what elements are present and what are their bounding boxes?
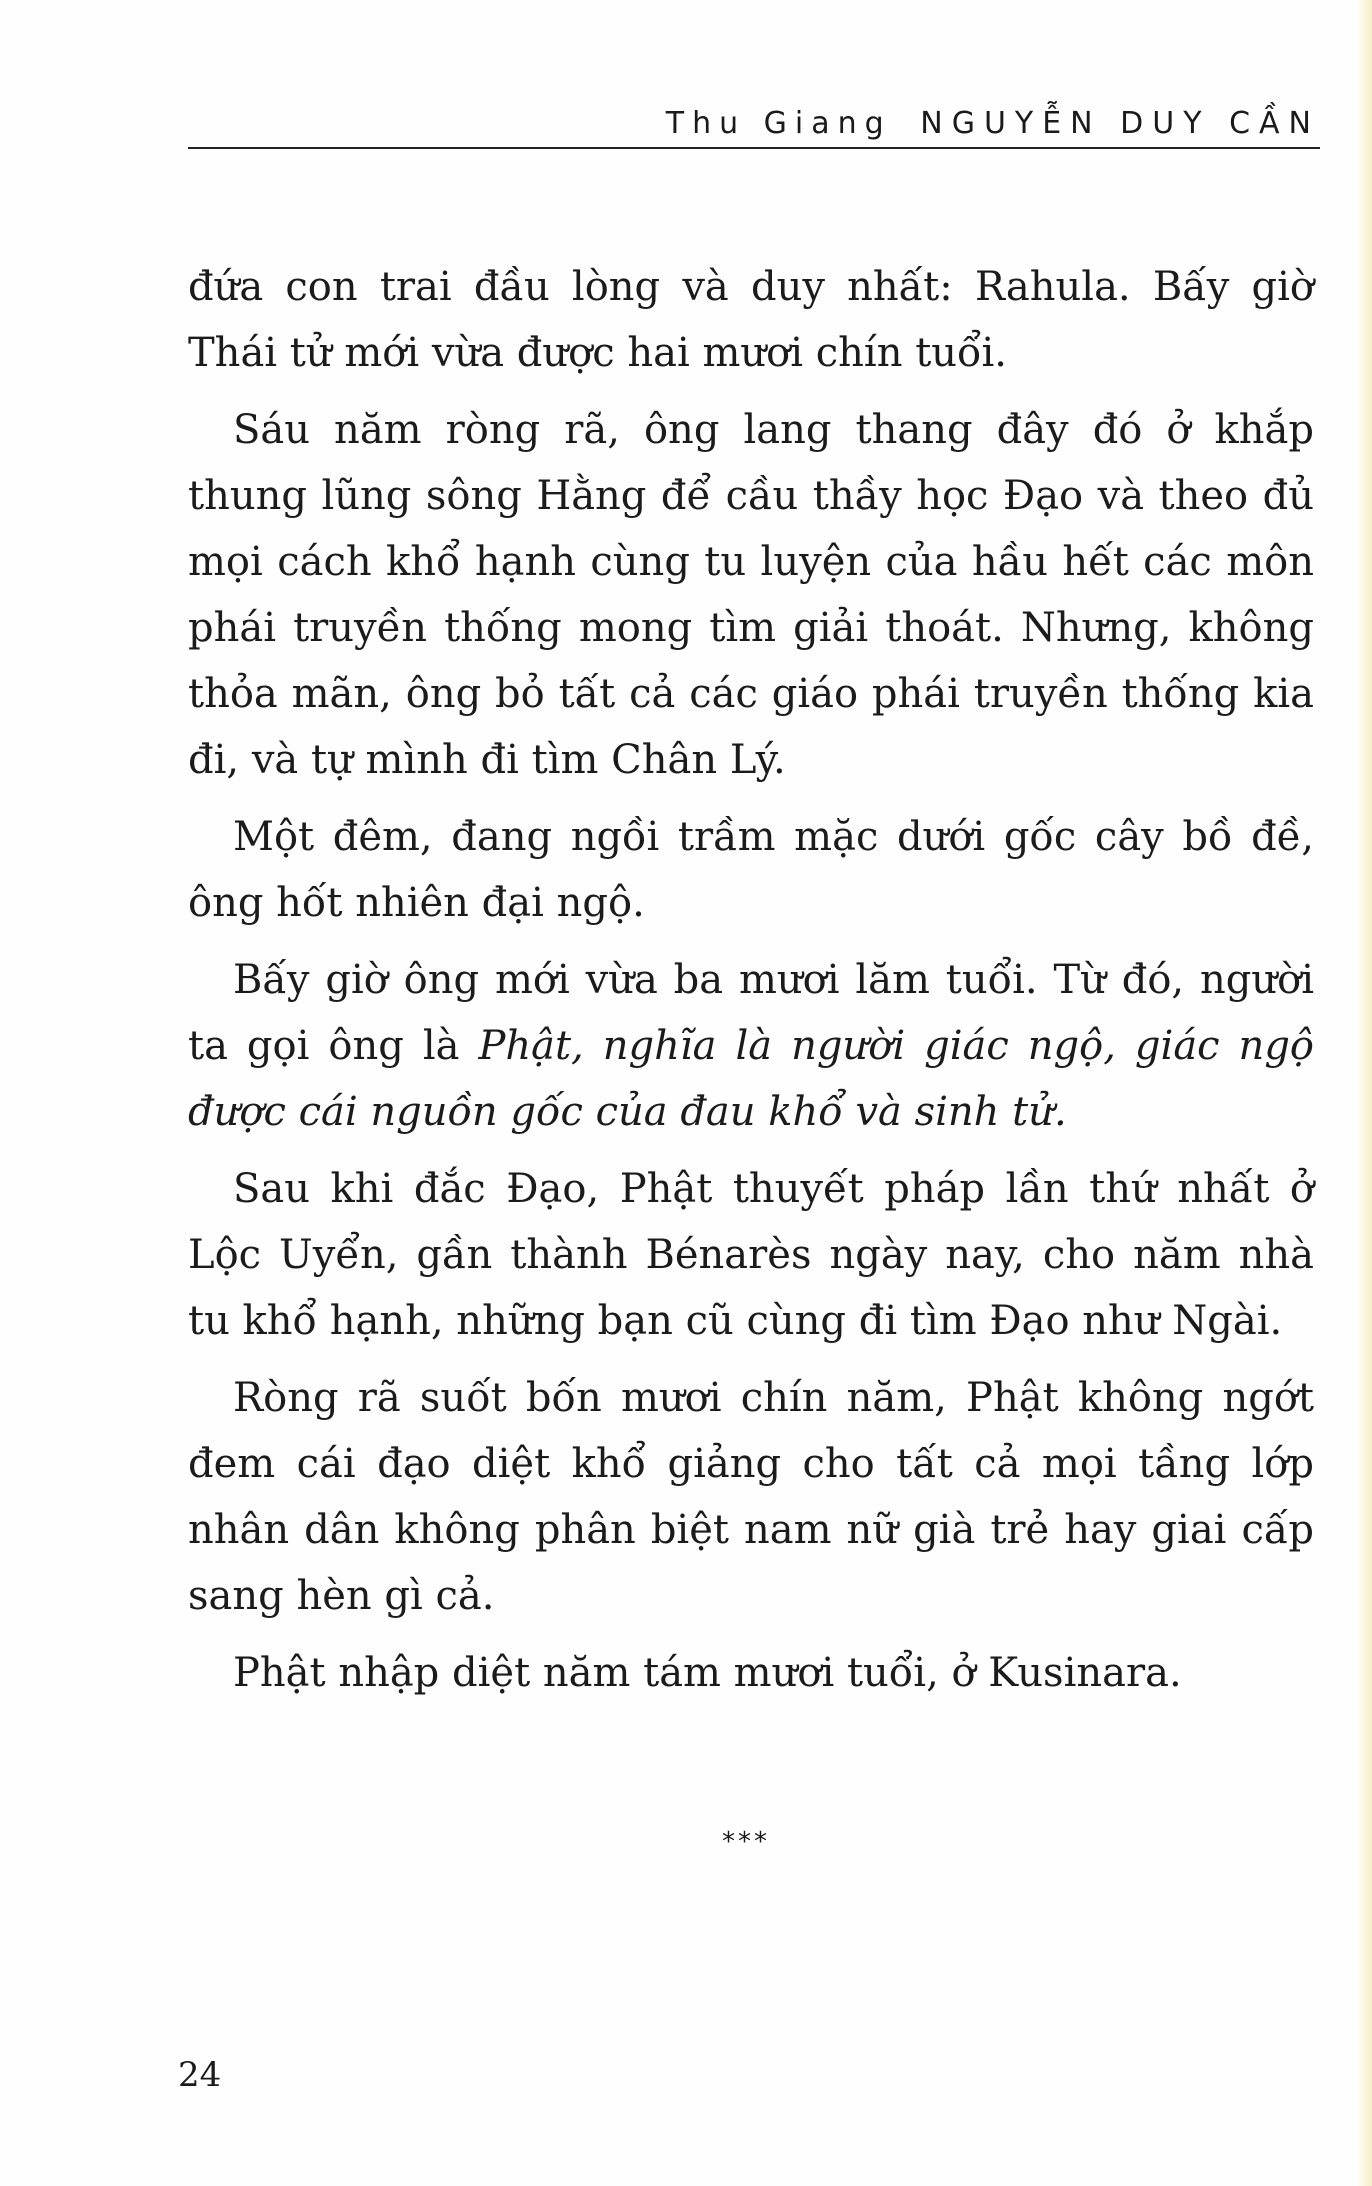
page-edge-tint xyxy=(1356,0,1372,2186)
paragraph: Sau khi đắc Đạo, Phật thuyết pháp lần thứ nhất ở Lộc Uyển, gần thành Bénarès ngày nay, cho năm nhà tu khổ hạnh, những bạn cũ cùng đi tìm Đạo như Ngài. xyxy=(188,1166,1314,1344)
paragraph: Một đêm, đang ngồi trầm mặc dưới gốc cây bồ đề, ông hốt nhiên đại ngộ. xyxy=(188,814,1314,926)
page-number: 24 xyxy=(178,2055,222,2095)
italic-definition: Phật, nghĩa là người giác ngộ, giác ngộ được cái nguồn gốc của đau khổ và sinh tử. xyxy=(188,1023,1315,1135)
author-first-name: Thu Giang xyxy=(665,106,892,141)
author-last-name: NGUYỄN DUY CẦN xyxy=(920,106,1320,141)
paragraph: Bấy giờ ông mới vừa ba mươi lăm tuổi. Từ đó, người ta gọi ông là Phật, nghĩa là người giác ngộ, giác ngộ được cái nguồn gốc của đau khổ và sinh tử. xyxy=(188,957,1315,1135)
paragraph: Sáu năm ròng rã, ông lang thang đây đó ở khắp thung lũng sông Hằng để cầu thầy học Đạo và theo đủ mọi cách khổ hạnh cùng tu luyện của hầu hết các môn phái truyền thống mong tìm giải thoát. Nhưng, không thỏa mãn, ông bỏ tất cả các giáo phái truyền thống kia đi, và tự mình đi tìm Chân Lý. xyxy=(188,407,1314,783)
section-break-ornament: *** xyxy=(722,1827,770,1857)
paragraph: Ròng rã suốt bốn mươi chín năm, Phật không ngớt đem cái đạo diệt khổ giảng cho tất cả mọi tầng lớp nhân dân không phân biệt nam nữ già trẻ hay giai cấp sang hèn gì cả. xyxy=(188,1375,1314,1619)
paragraph: Phật nhập diệt năm tám mươi tuổi, ở Kusinara. xyxy=(233,1650,1182,1696)
running-header xyxy=(666,106,1320,141)
paragraph: đứa con trai đầu lòng và duy nhất: Rahula. Bấy giờ Thái tử mới vừa được hai mươi chín tuổi. xyxy=(188,264,1314,376)
body-text xyxy=(188,254,1314,1717)
header-rule xyxy=(188,147,1320,149)
